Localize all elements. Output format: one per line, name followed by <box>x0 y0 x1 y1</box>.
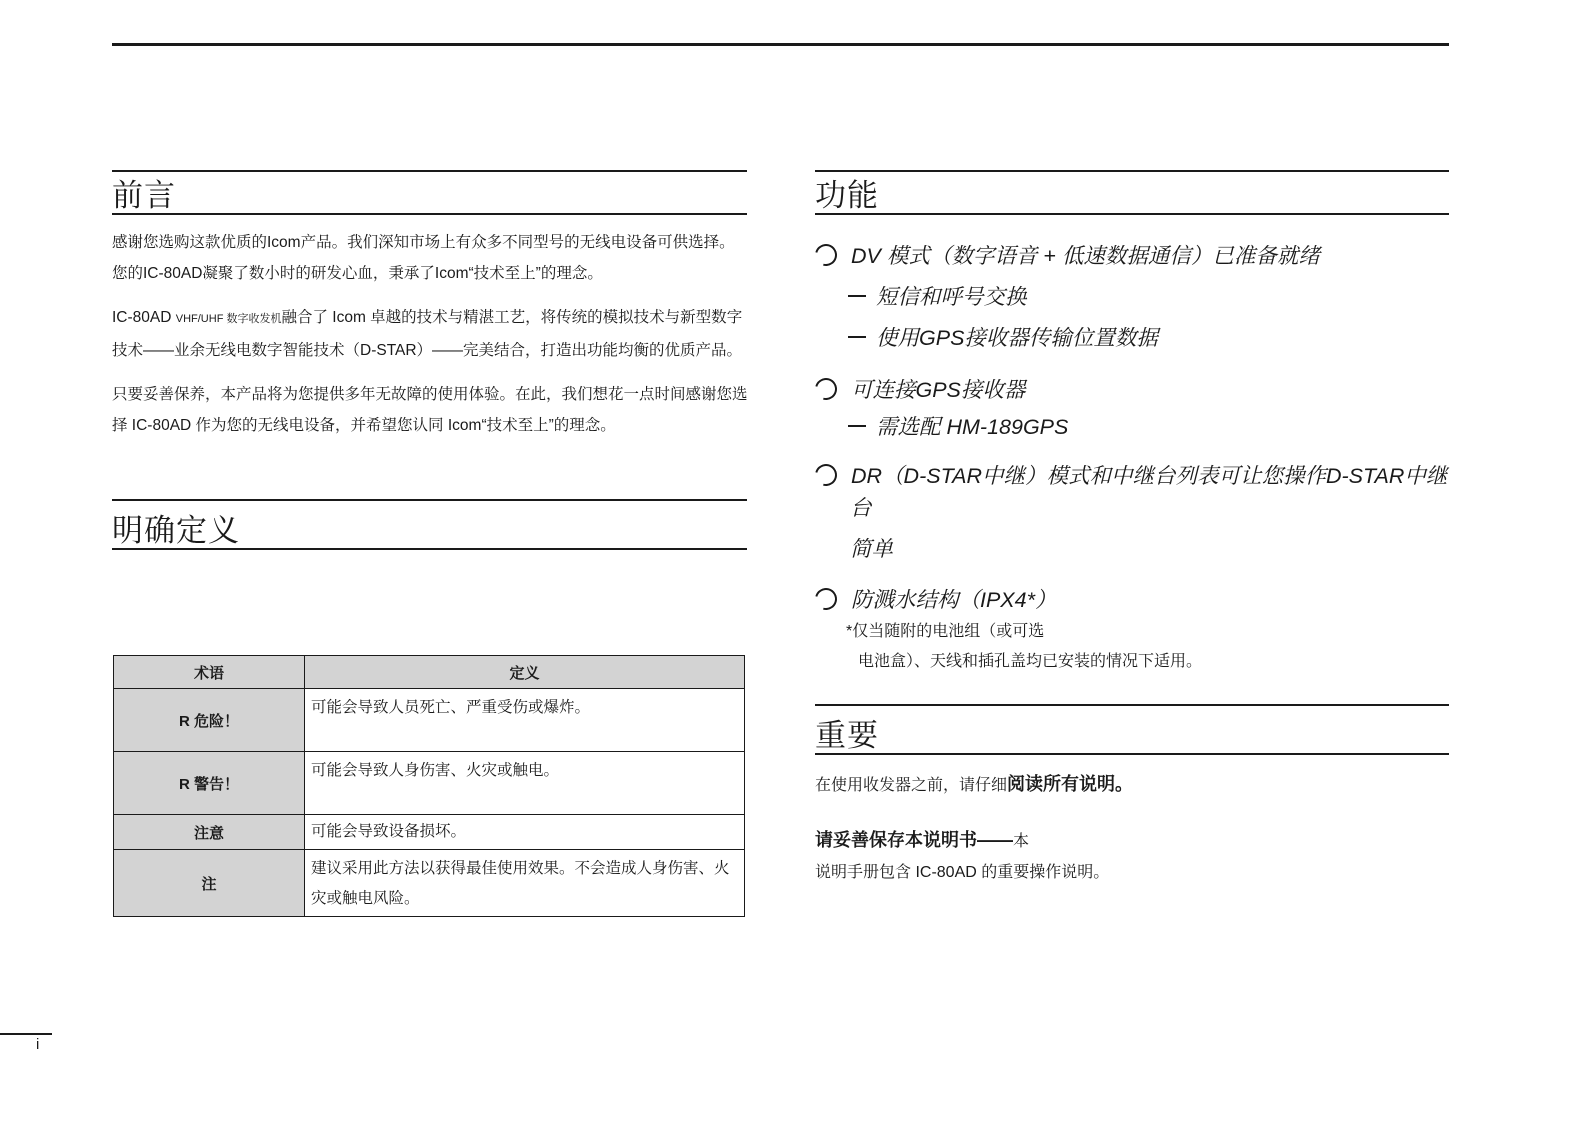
section-rule-bottom <box>815 753 1449 755</box>
feature-item <box>815 374 1025 406</box>
section-rule-top <box>815 704 1449 706</box>
page-number: i <box>36 1036 40 1053</box>
definition-cell: 可能会导致人员死亡、严重受伤或爆炸。 <box>305 689 745 752</box>
column-header-definition: 定义 <box>305 656 745 689</box>
feature-subitem <box>848 322 1158 354</box>
important-text: 在使用收发器之前，请仔细 <box>815 777 1008 794</box>
section-title-definitions: 明确定义 <box>112 513 240 548</box>
table-header-row <box>114 656 745 689</box>
table-row <box>114 689 745 752</box>
page-number-rule <box>0 1033 52 1035</box>
footnote: 电池盒）、天线和插孔盖均已安装的情况下适用。 <box>858 653 1203 670</box>
feature-text: DR（D-STAR中继）模式和中继台列表可让您操作D-STAR中继 <box>850 464 1448 488</box>
subitem-text: 需选配 HM-189GPS <box>876 415 1069 439</box>
subitem-text: 使用GPS接收器传输位置数据 <box>876 326 1158 350</box>
preface-paragraph: 感谢您选购这款优质的Icom产品。我们深知市场上有众多不同型号的无线电设备可供选择。您的IC-80AD凝聚了数小时的研发心血，秉承了Icom“技术至上”的理念。 <box>112 234 735 282</box>
dash-icon <box>848 295 866 298</box>
feature-item <box>815 460 1447 492</box>
term-note: 注 <box>114 850 305 917</box>
column-header-term: 术语 <box>114 656 305 689</box>
dash-icon <box>848 336 866 339</box>
circle-bullet-icon <box>811 584 841 614</box>
important-line: 说明手册包含 IC-80AD 的重要操作说明。 <box>815 864 1110 881</box>
table-row <box>114 815 745 850</box>
term-danger: R 危险！ <box>114 689 305 752</box>
section-title-important: 重要 <box>815 718 879 753</box>
term-caution: 注意 <box>114 815 305 850</box>
feature-text: 防溅水结构（IPX4*） <box>850 588 1057 612</box>
important-line <box>815 769 1133 801</box>
feature-item <box>815 240 1320 272</box>
preface-text: 融合了 Icom 卓越的技术与精湛工艺，将传统的模拟技术与新型数字技术——业余无线电数字智能技术（D-STAR）——完美结合，打造出功能均衡的优质产品。 <box>112 309 743 359</box>
feature-text: DV 模式（数字语音 + 低速数据通信）已准备就绪 <box>850 244 1320 268</box>
section-title-features: 功能 <box>815 178 879 213</box>
feature-subitem <box>848 281 1027 313</box>
footnote: *仅当随附的电池组（或可选 <box>846 623 1045 640</box>
circle-bullet-icon <box>811 240 841 270</box>
feature-text-continued: 台 <box>850 496 872 520</box>
feature-text-continued: 简单 <box>850 537 894 561</box>
feature-item <box>815 584 1056 616</box>
section-rule-top <box>112 499 747 501</box>
section-rule-bottom <box>112 548 747 550</box>
section-rule-top <box>112 170 747 172</box>
important-line <box>815 825 1029 857</box>
important-text: 本 <box>1013 833 1030 850</box>
feature-subitem <box>848 411 1068 443</box>
definition-cell: 可能会导致人身伤害、火灾或触电。 <box>305 752 745 815</box>
section-rule-top <box>815 170 1449 172</box>
circle-bullet-icon <box>811 460 841 490</box>
dash-icon <box>848 425 866 428</box>
feature-text: 可连接GPS接收器 <box>850 378 1026 402</box>
subitem-text: 短信和呼号交换 <box>876 285 1027 309</box>
section-title-preface: 前言 <box>112 178 176 213</box>
circle-bullet-icon <box>811 374 841 404</box>
definitions-table <box>113 655 745 917</box>
section-rule-bottom <box>815 213 1449 215</box>
preface-body <box>112 227 748 454</box>
header-rule <box>112 43 1449 46</box>
table-row <box>114 752 745 815</box>
preface-paragraph: 只要妥善保养，本产品将为您提供多年无故障的使用体验。在此，我们想花一点时间感谢您选择 IC-80AD 作为您的无线电设备，并希望您认同 Icom“技术至上”的理念。 <box>112 386 748 434</box>
model-type: VHF/UHF 数字收发机 <box>175 313 282 325</box>
definition-cell: 可能会导致设备损坏。 <box>305 815 745 850</box>
important-emphasis: 阅读所有说明。 <box>1007 774 1134 794</box>
important-emphasis: 请妥善保存本说明书—— <box>815 830 1013 850</box>
definition-cell: 建议采用此方法以获得最佳使用效果。不会造成人身伤害、火灾或触电风险。 <box>305 850 745 917</box>
model-name: IC-80AD <box>112 309 176 326</box>
preface-paragraph <box>112 302 748 366</box>
table-row <box>114 850 745 917</box>
term-warning: R 警告！ <box>114 752 305 815</box>
section-rule-bottom <box>112 213 747 215</box>
